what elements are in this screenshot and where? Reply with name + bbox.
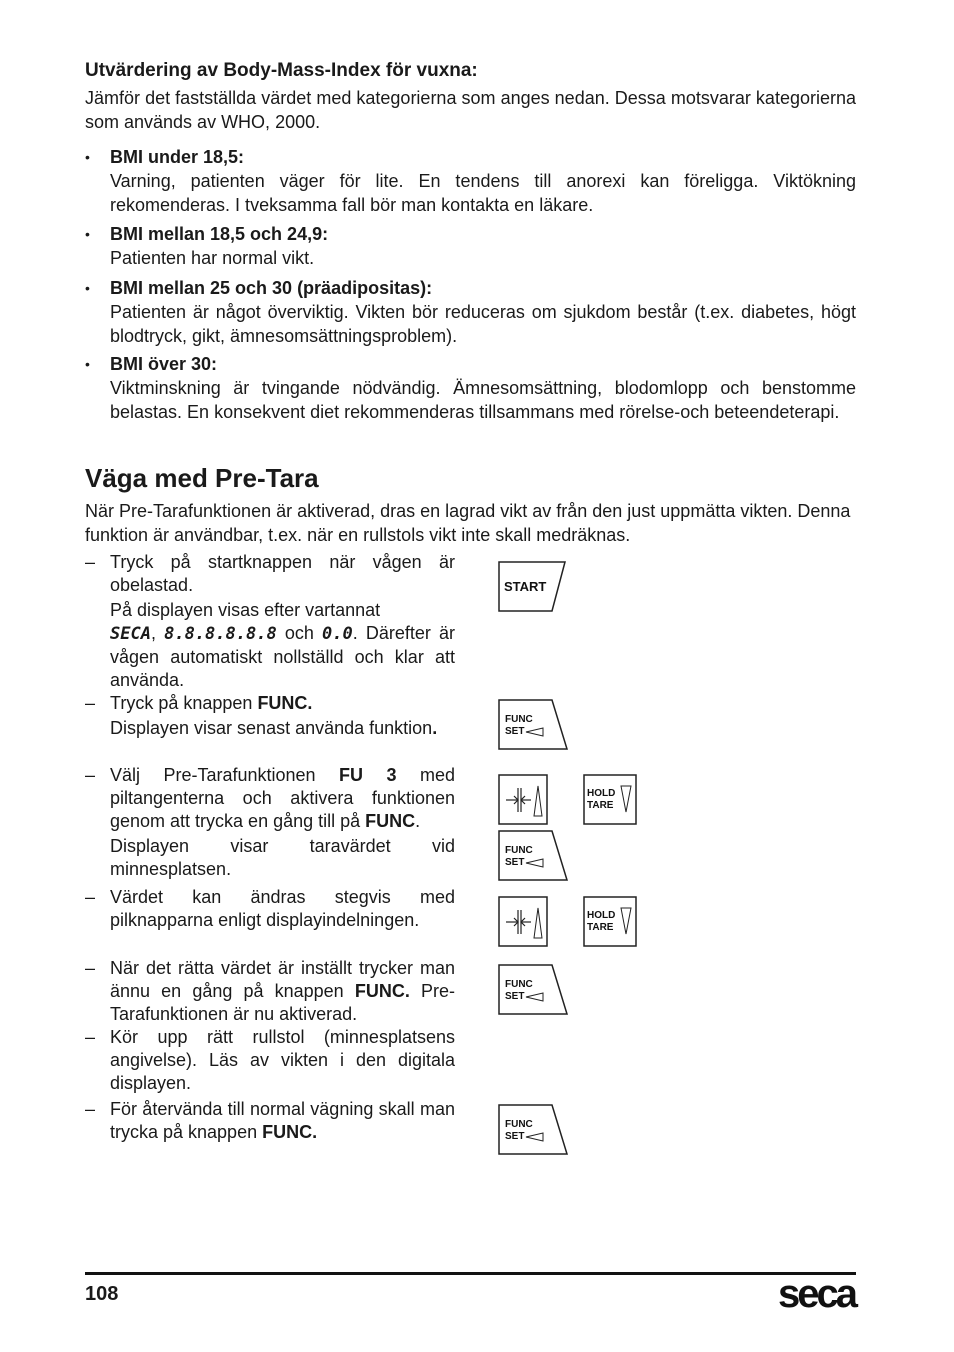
dash: – [85,693,96,713]
display-readout: SECA [110,624,151,644]
hold-tare-key-icon [583,896,639,948]
svg-text:FUNC: FUNC [505,1119,533,1130]
svg-text:FUNC: FUNC [505,845,533,856]
func-set-key-icon [498,830,570,882]
svg-text:SET: SET [505,857,525,868]
svg-text:SET: SET [505,726,525,737]
dash: – [85,958,96,978]
bmi-item-text: Patienten har normal vikt. [110,248,315,268]
bmi-item-title: BMI mellan 25 och 30 (präadipositas): [110,278,433,298]
hold-tare-key-icon [583,774,639,826]
step-text: Välj Pre-Tarafunktionen FU 3 med piltangenterna och aktivera funktionen genom att trycka en gång till på FUNC. [110,765,455,831]
func-set-key-icon [498,1104,570,1156]
step-text: Tryck på startknappen när vågen är obelastad. [110,552,455,595]
svg-text:START: START [504,579,547,594]
step-text: På displayen visas efter vartannat [110,600,381,620]
svg-text:HOLD: HOLD [587,788,616,799]
svg-text:SET: SET [505,1131,525,1142]
step-text: SECA, 8.8.8.8.8.8 och 0.0. Därefter är vågen automatiskt nollställd och klar att använda. [110,623,455,690]
func-set-key-icon [498,699,570,751]
bmi-item-text: Viktminskning är tvingande nödvändig. Ämnesomsättning, blodomlopp och benstomme belastas. En konsekvent diet rekommenderas tillsammans med rörelse-och beteendeterapi. [110,378,856,422]
step-text: Displayen visar senast använda funktion. [110,718,438,738]
func-set-key-icon [498,964,570,1016]
display-readout: 8.8.8.8.8.8 [164,624,277,644]
bmi-item-text: Patienten är något överviktig. Vikten bör reduceras om sjukdom består (t.ex. diabetes, högt blodtryck, gikt, ämnesomsättningsproblem). [110,302,856,346]
bullet-dot: • [85,280,90,296]
seca-logo: seca [778,1272,855,1316]
arrow-key-icon [498,896,550,948]
svg-text:HOLD: HOLD [587,910,616,921]
start-key-icon [498,561,568,613]
svg-text:TARE: TARE [587,922,614,933]
bmi-heading: Utvärdering av Body-Mass-Index för vuxna: [85,60,478,81]
step-text: När det rätta värdet är inställt trycker man ännu en gång på knappen FUNC. Pre-Tarafunktionen är nu aktiverad. [110,958,455,1024]
dash: – [85,1027,96,1047]
dash: – [85,1099,96,1119]
bmi-item-title: BMI under 18,5: [110,147,245,167]
page-number: 108 [85,1283,119,1305]
pretara-intro: När Pre-Tarafunktionen är aktiverad, dras en lagrad vikt av från den just uppmätta vikten. Denna funktion är användbar, t.ex. när en rullstols vikt inte skall medräknas. [85,501,851,545]
step-text: Displayen visar taravärdet vid minnesplatsen. [110,836,455,879]
svg-text:FUNC: FUNC [505,979,533,990]
bullet-dot: • [85,356,90,372]
bmi-item-title: BMI över 30: [110,354,218,374]
svg-text:TARE: TARE [587,800,614,811]
dash: – [85,552,96,572]
footer-divider [85,1272,856,1275]
arrow-key-icon [498,774,550,826]
bmi-item-title: BMI mellan 18,5 och 24,9: [110,224,329,244]
step-text: Tryck på knappen FUNC. [110,693,313,713]
bmi-intro: Jämför det fastställda värdet med kategorierna som anges nedan. Dessa motsvarar kategorierna som används av WHO, 2000. [85,88,856,132]
bullet-dot: • [85,226,90,242]
display-readout: 0.0 [322,624,353,644]
bullet-dot: • [85,149,90,165]
dash: – [85,887,96,907]
step-text: För återvända till normal vägning skall man trycka på knappen FUNC. [110,1099,455,1142]
svg-text:FUNC: FUNC [505,714,533,725]
bmi-item-text: Varning, patienten väger för lite. En tendens till anorexi kan föreligga. Viktökning rekomenderas. I tveksamma fall bör man kontakta en läkare. [110,171,856,215]
svg-text:SET: SET [505,991,525,1002]
pretara-heading: Väga med Pre-Tara [85,463,319,493]
step-text: Värdet kan ändras stegvis med pilknapparna enligt displayindelningen. [110,887,455,930]
step-text: Kör upp rätt rullstol (minnesplatsens angivelse). Läs av vikten i den digitala displayen. [110,1027,455,1093]
dash: – [85,765,96,785]
